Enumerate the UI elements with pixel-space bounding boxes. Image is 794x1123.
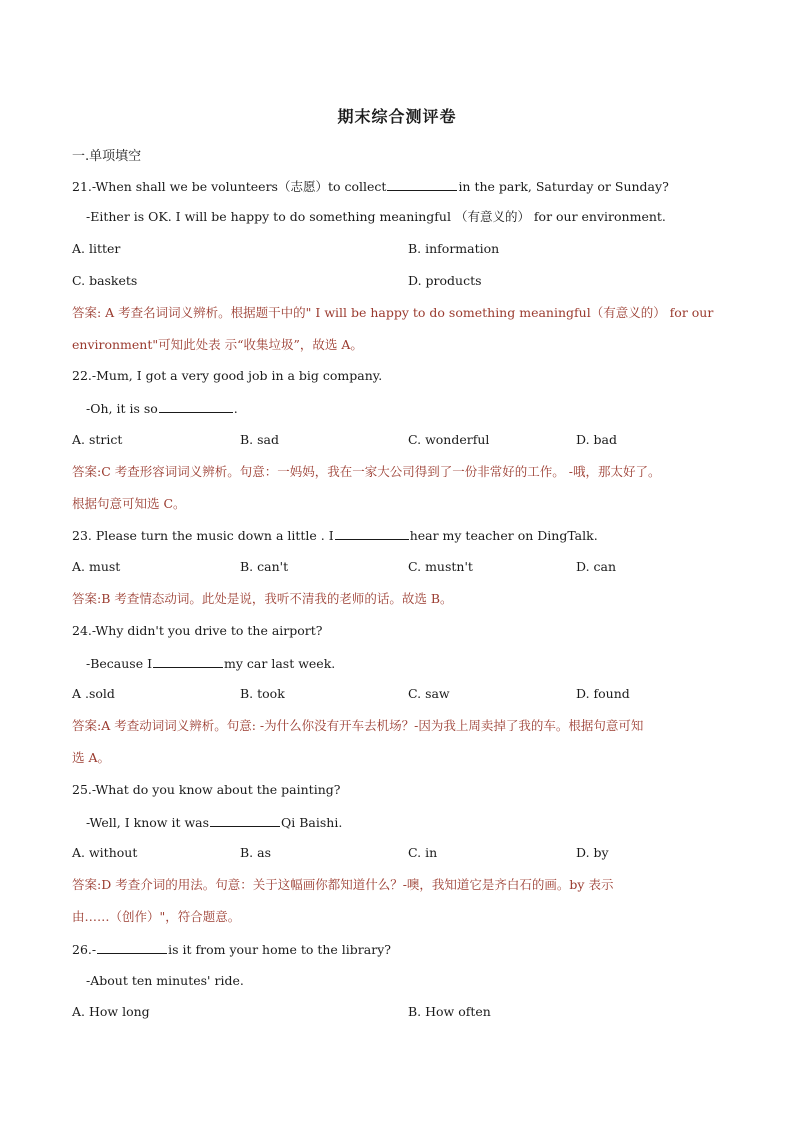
section-heading: 一.单项填空 xyxy=(72,149,142,164)
option-d: D. can xyxy=(576,559,617,574)
answer-explanation: 答案:D 考查介词的用法。句意：关于这幅画你都知道什么？-噢，我知道它是齐白石的画。by 表示 xyxy=(72,877,614,892)
question-24-reply: -Because I my car last week. xyxy=(86,656,336,671)
option-c: C. wonderful xyxy=(408,432,490,447)
answer-blank xyxy=(159,399,233,413)
question-22-reply: -Oh, it is so . xyxy=(86,401,238,416)
question-25-reply: -Well, I know it was Qi Baishi. xyxy=(86,815,343,830)
answer-explanation: 根据句意可知选 C。 xyxy=(72,496,186,511)
option-c: C. in xyxy=(408,845,438,860)
answer-explanation: 答案: A 考查名词词义辨析。根据题干中的" I will be happy to do something meaningful（有意义的） for our xyxy=(72,305,714,320)
option-b: B. took xyxy=(240,686,285,701)
answer-explanation: 答案:C 考查形容词词义辨析。句意：一妈妈，我在一家大公司得到了一份非常好的工作。 -哦，那太好了。 xyxy=(72,464,661,479)
answer-explanation: 选 A。 xyxy=(72,750,111,765)
answer-explanation: environment"可知此处表 示“收集垃圾”，故选 A。 xyxy=(72,337,363,352)
option-a: A .sold xyxy=(72,686,115,701)
option-b: B. sad xyxy=(240,432,280,447)
option-b: B. can't xyxy=(240,559,289,574)
answer-blank xyxy=(210,813,280,827)
option-b: B. information xyxy=(408,241,500,256)
option-a: A. without xyxy=(72,845,138,860)
question-25-stem: 25.-What do you know about the painting? xyxy=(72,782,341,797)
option-c: C. saw xyxy=(408,686,450,701)
option-a: A. strict xyxy=(72,432,123,447)
question-23-stem: 23. Please turn the music down a little . I hear my teacher on DingTalk. xyxy=(72,528,598,543)
option-b: B. How often xyxy=(408,1004,491,1019)
page-title: 期末综合测评卷 xyxy=(337,107,457,126)
question-24-stem: 24.-Why didn't you drive to the airport? xyxy=(72,623,323,638)
option-a: A. litter xyxy=(72,241,121,256)
option-d: D. bad xyxy=(576,432,617,447)
answer-blank xyxy=(387,177,457,191)
answer-blank xyxy=(97,940,167,954)
option-c: C. mustn't xyxy=(408,559,473,574)
option-d: D. found xyxy=(576,686,630,701)
option-d: D. products xyxy=(408,273,482,288)
option-b: B. as xyxy=(240,845,271,860)
question-21-reply: -Either is OK. I will be happy to do something meaningful （有意义的） for our environment. xyxy=(86,209,666,224)
question-26-stem: 26.- is it from your home to the library? xyxy=(72,942,391,957)
option-a: A. How long xyxy=(72,1004,150,1019)
answer-blank xyxy=(335,526,409,540)
option-c: C. baskets xyxy=(72,273,138,288)
answer-explanation: 答案:A 考查动词词义辨析。句意: -为什么你没有开车去机场？-因为我上周卖掉了我的车。根据句意可知 xyxy=(72,718,644,733)
question-22-stem: 22.-Mum, I got a very good job in a big company. xyxy=(72,368,383,383)
answer-explanation: 答案:B 考查情态动词。此处是说，我听不清我的老师的话。故选 B。 xyxy=(72,591,453,606)
question-21-stem: 21.-When shall we be volunteers（志愿）to collect in the park, Saturday or Sunday? xyxy=(72,179,669,194)
answer-explanation: 由……（创作）"，符合题意。 xyxy=(72,909,241,924)
answer-blank xyxy=(153,654,223,668)
question-26-reply: -About ten minutes' ride. xyxy=(86,973,244,988)
option-d: D. by xyxy=(576,845,609,860)
option-a: A. must xyxy=(72,559,121,574)
